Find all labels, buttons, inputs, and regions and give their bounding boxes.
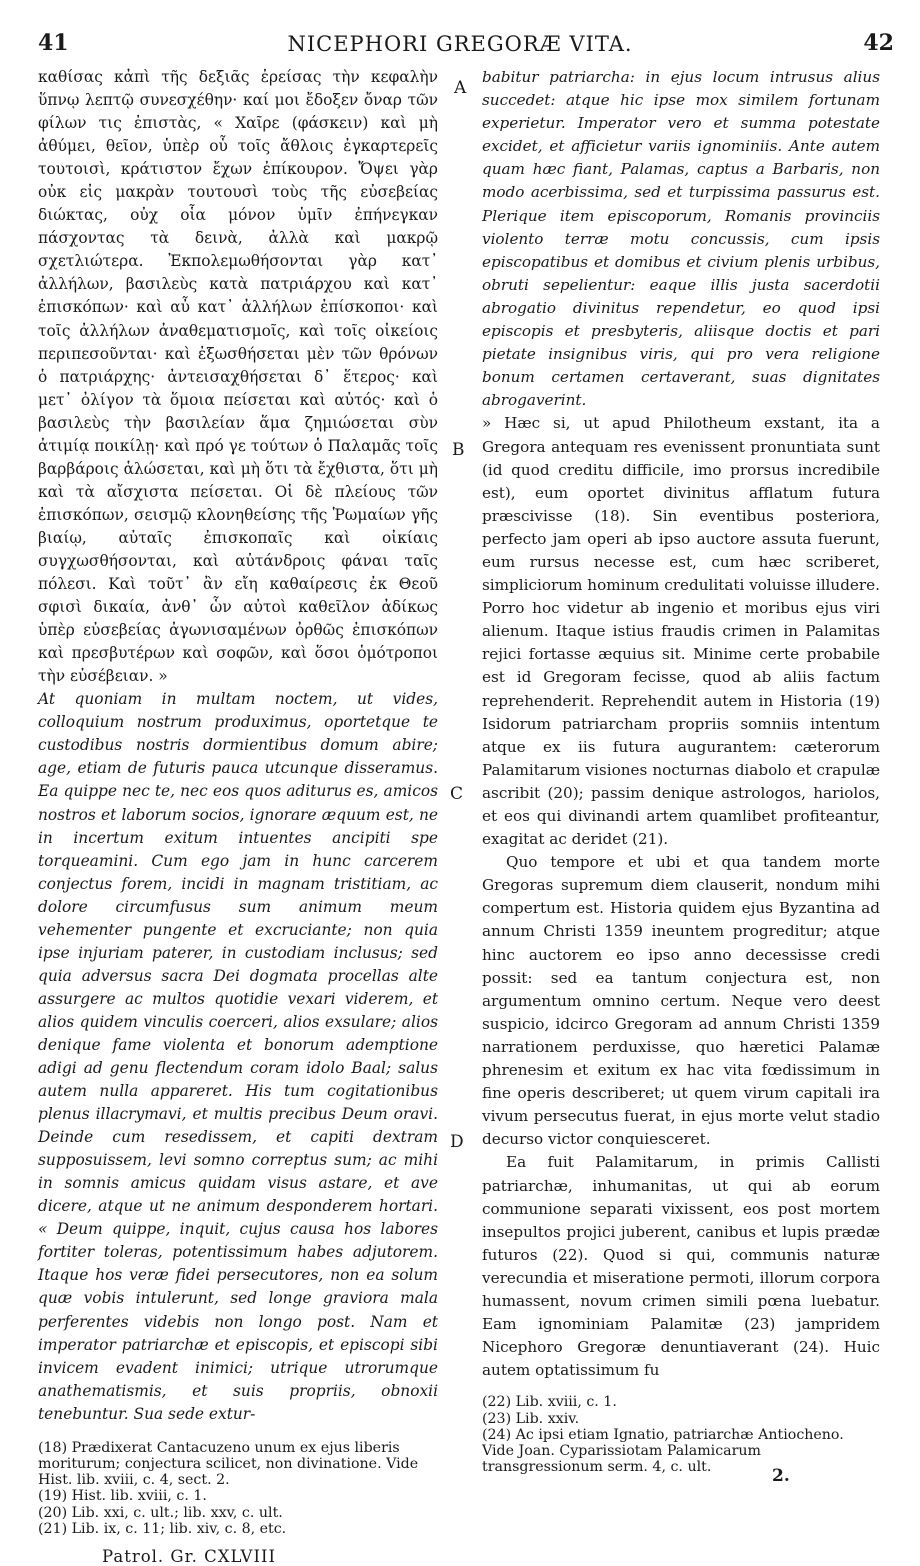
latin-translation-continuation: babitur patriarcha: in ejus locum intrusus alius succedet: atque hic ipse mox similem fortunam experietur. Imperator vero et summa potestate excidet, et afficietur variis ignominiis. Ante autem quam hæc fiant, Palamas, captus a Barbaris, non modo acerbissima, sed et turpissima passurus est. Plerique item episcoporum, Romanis provinciis violento terræ motu concussis, cum ipsis episcopatibus et domibus et civium plenis urbibus, obruti sepelientur: eaque illis justa sacerdotii abrogatio divinitus rependetur, eo quod ipsi episcopis et presbyteris, aliisque doctis et pari pietate insignibus viris, qui pro vera religione bonum certamen certaverant, suas dignitates abrogaverint.	[482, 68, 880, 410]
footnote-18: (18) Prædixerat Cantacuzeno unum ex ejus liberis moriturum; conjectura scilicet, non divinatione. Vide Hist. lib. xviii, c. 4, sect. 2.	[38, 1439, 419, 1489]
page-number-left: 41	[38, 30, 69, 56]
footnote-19: (19) Hist. lib. xviii, c. 1.	[38, 1488, 207, 1505]
commentary-paragraph-1: » Hæc si, ut apud Philotheum exstant, ita a Gregora antequam res evenissent pronuntiata sunt (id quod creditu difficile, imo prorsus incredibile est), eum oportet divinitus afflatum futura præscivisse (18). Sin eventibus posteriora, perfecto jam operi ab ipso auctore assuta fuerunt, eum rursus necesse est, cum hæc scriberet, simpliciorum hominum credulitati voluisse illudere. Porro hoc videtur ab ingenio et moribus ejus viri alienum. Itaque istius fraudis crimen in Palamitas rejici fortasse æquius sit. Minime certe probabile est id Gregoram fecisse, quod ab aliis factum reprehenderit. Reprehendit autem in Historia (19) Isidorum patriarcham propriis somniis intentum atque ex iis futura augurantem: cæterorum Palamitarum visiones nocturnas diabolo et crapulæ ascribit (20); passim denique astrologos, hariolos, et eos qui divinandi artem quamlibet profiteantur, exagitat ac deridet (21).	[482, 414, 880, 849]
commentary-paragraph-2: Quo tempore et ubi et qua tandem morte Gregoras supremum diem clauserit, nondum mihi compertum est. Historia quidem ejus Byzantina ad annum Christi 1359 ineuntem progreditur; atque hinc auctorem eo ipso anno decessisse credi possit: sed ea tantum conjectura est, non argumentum omnino certum. Neque vero deest suspicio, idcirco Gregoram ad annum Christi 1359 narrationem perduxisse, quo hæretici Palamæ phrenesim et exitum ex hac vita fœdissimum in fine operis describeret; ut quem virum capitali ira vivum persecutus fuerat, in ejus morte velut stadio decurso victor conquiesceret.	[482, 853, 880, 1149]
right-column	[482, 66, 880, 1475]
margin-letter-c: C	[450, 784, 464, 804]
footnote-21: (21) Lib. ix, c. 11; lib. xiv, c. 8, etc.	[38, 1520, 287, 1537]
right-body-text	[482, 66, 880, 1382]
footnote-23: (23) Lib. xxiv.	[482, 1410, 580, 1427]
margin-letter-a: A	[454, 78, 467, 98]
gathering-mark: 2.	[772, 1466, 790, 1486]
footnote-20: (20) Lib. xxi, c. ult.; lib. xxv, c. ult.	[38, 1504, 283, 1521]
footnote-22: (22) Lib. xviii, c. 1.	[482, 1394, 617, 1411]
patrologia-signature: Patrol. Gr. CXLVIII	[102, 1546, 277, 1566]
greek-text-paragraph: καθίσας κἀπὶ τῆς δεξιᾶς ἐρείσας τὴν κεφαλὴν ὕπνῳ λεπτῷ συνεσχέθην· καί μοι ἔδοξεν ὄναρ τῶν φίλων τις ἐπιστὰς, « Χαῖρε (φάσκειν) καὶ μὴ ἀθύμει, θεῖον, ὑπὲρ οὗ τοῖς ἄθλοις ἐγκαρτερεῖς τουτοισὶ, κράτιστον ἔχων ἐπίκουρον. Ὄψει γὰρ οὐκ εἰς μακρὰν τουτουσὶ τοὺς τῆς εὐσεβείας διώκτας, οὐχ οἷα μόνον ὑμῖν ἐπήνεγκαν πάσχοντας τὰ δεινὰ, ἀλλὰ καὶ μακρῷ σχετλιώτερα. Ἐκπολεμωθήσονται γὰρ κατ᾽ ἀλλήλων, βασιλεὺς κατὰ πατριάρχου καὶ κατ᾽ ἐπισκόπων· καὶ αὖ κατ᾽ ἀλλήλων ἐπίσκοποι· καὶ τοῖς ἀλλήλων ἀναθεματισμοῖς, καὶ τοῖς οἰκείοις περιπεσοῦνται· καὶ ἐξωσθήσεται μὲν τῶν θρόνων ὁ πατριάρχης· ἀντεισαχθήσεται δ᾽ ἕτερος· καὶ μετ᾽ ὀλίγον τὰ ὅμοια πείσεται καὶ αὐτός· καὶ ὁ βασιλεὺς τὴν βασιλείαν ἅμα ζημιώσεται σὺν ἀτιμίᾳ ποικίλῃ· καὶ πρό γε τούτων ὁ Παλαμᾶς τοῖς βαρβάροις ἁλώσεται, καὶ μὴ ὅτι τὰ ἔχθιστα, ὅτι μὴ καὶ τὰ αἴσχιστα πείσεται. Οἱ δὲ πλείους τῶν ἐπισκόπων, σεισμῷ κλονηθείσης τῆς Ῥωμαίων γῆς βιαίῳ, αὐταῖς ἐπισκοπαῖς καὶ οἰκίαις συγχωσθήσονται, καὶ αὐτάνδροις φάναι ταῖς πόλεσι. Καὶ τοῦτ᾽ ἂν εἴη καθαίρεσις ἐκ Θεοῦ σφισὶ δικαία, ἀνθ᾽ ὧν αὐτοὶ καθεῖλον ἀδίκως ὑπὲρ εὐσεβείας ἀγωνισαμένων ὀρθῶς ἐπισκόπων καὶ πρεσβυτέρων καὶ σοφῶν, καὶ ὅσοι ὁμότροποι τὴν εὐσέβειαν. »	[38, 68, 438, 686]
commentary-paragraph-3: Ea fuit Palamitarum, in primis Callisti patriarchæ, inhumanitas, ut qui ab eorum communione separati vixissent, eos post mortem insepultos projici juberent, canibus et lupis prædæ futuros (22). Quod si qui, communis naturæ verecundia et miseratione permoti, illorum corpora humassent, novum crimen simili pœna luebatur. Eam ignominiam Palamitæ (23) jampridem Nicephoro Gregoræ denuntiaverant (24). Huic autem optatissimum fu	[482, 1153, 880, 1380]
footnote-24: (24) Ac ipsi etiam Ignatio, patriarchæ Antiocheno. Vide Joan. Cyparissiotam Palamicarum transgressionum serm. 4, c. ult.	[482, 1426, 844, 1476]
left-footnotes	[38, 1440, 438, 1537]
latin-translation-paragraph: At quoniam in multam noctem, ut vides, colloquium nostrum produximus, oportetque te custodibus nostris dormientibus domum abire; age, etiam de futuris pauca utcunque disseramus. Ea quippe nec te, nec eos quos aditurus es, amicos nostros et laborum socios, ignorare æquum est, ne in incertum exitum intuentes ancipiti spe torqueamini. Cum ego jam in hunc carcerem conjectus forem, incidi in magnam tristitiam, ac dolore circumfusus sum animum meum vehementer pungente et excruciante; non quia ipse injuriam paterer, in custodiam inclusus; sed quia adversus sacra Dei dogmata procellas alte assurgere ac multos quotidie vexari viderem, et alios quidem vinculis coerceri, alios exsulare; alios denique fame violenta et bonorum ademptione adigi ad genu flectendum coram idolo Baal; salus autem nulla appareret. His tum cogitationibus plenus illacrymavi, et multis precibus Deum oravi. Deinde cum resedissem, et capiti dextram supposuissem, levi somno correptus sum; ac mihi in somnis amicus quidam visus astare, et ave dicere, atque ut ne animum desponderem hortari. « Deum quippe, inquit, cujus causa hos labores fortiter toleras, potentissimum habes adjutorem. Itaque hos veræ fidei persecutores, non ea solum quæ vobis intulerunt, sed longe graviora mala perferentes videbis non longo post. Nam et imperator patriarchæ et episcopis, et episcopi sibi invicem evadent inimici; utrique utrorumque anathematismis, et suis propriis, obnoxii tenebuntur. Sua sede extur-	[38, 690, 438, 1423]
page-number-right: 42	[863, 30, 894, 56]
page-header	[0, 30, 920, 60]
running-title: NICEPHORI GREGORÆ VITA.	[287, 32, 633, 56]
left-column	[38, 66, 438, 1566]
right-footnotes	[482, 1394, 880, 1475]
margin-letter-d: D	[450, 1132, 464, 1152]
margin-letter-b: B	[452, 440, 465, 460]
left-body-text	[38, 66, 438, 1426]
